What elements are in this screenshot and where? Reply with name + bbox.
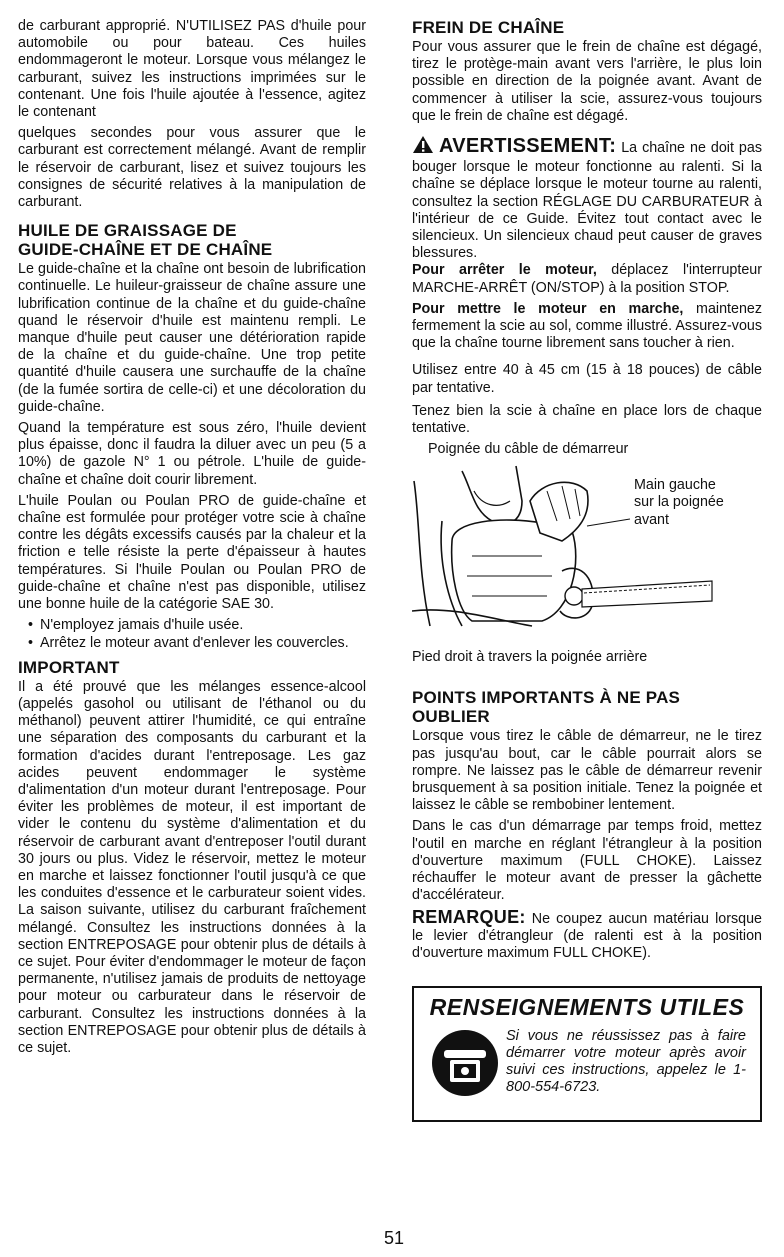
- telephone-icon: [430, 1028, 500, 1103]
- right-column: [412, 18, 762, 1122]
- list-item: • N'employez jamais d'huile usée.: [30, 617, 366, 634]
- warning-text: La chaîne ne doit pas bouger lorsque le moteur fonctionne au ralenti. Si la chaîne se déplace lorsque le moteur tourne au ralenti, consultez la section RÉGLAGE DU CARBURATEUR à l'intérieur de ce Guide. Évitez tout contact avec le silencieux. Un silencieux chaud peut causer de graves blessures.: [412, 140, 762, 262]
- remarque-title: REMARQUE:: [412, 906, 526, 927]
- oil-paragraph-1: Le guide-chaîne et la chaîne ont besoin de lubrification continuelle. Le huileur-graisseur de chaîne assure une lubrification continue de la chaîne et du guide-chaîne quand le réservoir d'huile est maintenu rempli. Le manque d'huile peut causer une détérioration rapide de la chaîne et du guide-chaîne. Une trop petite quantité d'huile causera une surchauffe de la chaîne (de la fumée sortira de celle-ci) et une décoloration du guide-chaîne.: [18, 261, 366, 415]
- warning-title: AVERTISSEMENT:: [439, 135, 617, 158]
- points-paragraph-2: Dans le cas d'un démarrage par temps froid, mettez l'outil en marche en réglant l'étrangleur à la position d'ouverture maximum (FULL CHOKE). Laissez réchauffer le moteur avant de presser la gâchette d'accélérateur.: [412, 818, 762, 904]
- chain-brake-paragraph: Pour vous assurer que le frein de chaîne est dégagé, tirez le protège-main avant vers l'arrière, le plus loin possible en direction de la poignée avant. Avant de commencer à utiliser la scie, assurez-vous toujours que le frein de chaîne est dégagé.: [412, 39, 762, 124]
- fuel-paragraph: de carburant approprié. N'UTILISEZ PAS d'huile pour automobile ou pour bateau. Ces huiles endommageront le moteur. Lorsque vous mélangez le carburant, suivez les instructions imprimées sur le contenant. Une fois l'huile ajoutée à l'essence, agitez le contenant: [18, 18, 366, 121]
- important-paragraph: Il a été prouvé que les mélanges essence-alcool (appelés gasohol ou utilisant de l'éthanol ou du méthanol) peuvent attirer l'humidité, ce qui entraîne une séparation des composants du carburant et la formation d'acides durant l'entreposage. Les gaz acides peuvent endommager le système d'alimentation d'un moteur durant l'entreposage. Pour éviter les problèmes de moteur, il est important de vider le contenu du système d'alimentation et du réservoir de carburant avant d'entreposer l'outil durant 30 jours ou plus. Videz le réservoir, mettez le moteur en marche et laissez fonctionner l'outil jusqu'à ce que les conduites d'essence et le carburateur soient vides. La saison suivante, utilisez du carburant fraîchement mélangé. Consultez les instructions données à la section ENTREPOSAGE pour obtenir plus de détails à ce sujet. Pour éviter d'endommager le moteur de façon permanente, n'utilisez jamais de produits de nettoyage pour moteur ou carburateur dans le réservoir de carburant. Consultez les instructions données à la section ENTREPOSAGE pour obtenir plus de détails à ce sujet.: [18, 678, 366, 1056]
- help-text: Si vous ne réussissez pas à faire démarrer votre moteur après avoir suivi ces instructions, appelez le 1-800-554-6723.: [506, 1028, 746, 1096]
- starting-position-figure: [412, 441, 762, 647]
- important-heading: IMPORTANT: [18, 657, 120, 677]
- stop-engine-paragraph: Pour arrêter le moteur, déplacez l'interrupteur MARCHE-ARRÊT (ON/STOP) à la position STOP.: [412, 262, 762, 296]
- remarque-paragraph: REMARQUE: Ne coupez aucun matériau lorsque le levier d'étrangleur (de ralenti est à la position d'ouverture maximum FULL CHOKE).: [412, 906, 762, 961]
- oil-heading: HUILE DE GRAISSAGE DE GUIDE-CHAÎNE ET DE CHAÎNE: [18, 221, 273, 260]
- pull-length-paragraph: Utilisez entre 40 à 45 cm (15 à 18 pouces) de câble par tentative.: [412, 362, 762, 396]
- help-box: [412, 986, 762, 1122]
- chain-brake-heading: FREIN DE CHAÎNE: [412, 18, 565, 37]
- hold-saw-paragraph: Tenez bien la scie à chaîne en place lors de chaque tentative.: [412, 402, 762, 437]
- points-paragraph-1: Lorsque vous tirez le câble de démarreur, ne le tirez pas jusqu'au bout, car le câble pourrait alors se rompre. Ne laissez pas le câble de démarreur revenir brusquement à sa position initiale. Tenez la poignée et laissez le câble se rembobiner lentement.: [412, 728, 762, 814]
- warning-block: [412, 135, 762, 262]
- oil-paragraph-3: L'huile Poulan ou Poulan PRO de guide-chaîne et chaîne est formulée pour protéger votre scie à chaîne contre les dégâts excessifs causés par la chaleur et la friction e telle résiste la perte d'épaisseur à hautes températures. Si l'huile Poulan ou Poulan PRO de guide-chaîne et chaîne n'est pas disponible, utilisez une bonne huile de la catégorie SAE 30.: [18, 492, 366, 613]
- left-hand-label: Main gauche sur la poignée avant: [634, 477, 724, 528]
- warning-triangle-icon: [412, 135, 434, 159]
- fuel-paragraph-2: quelques secondes pour vous assurer que le carburant est correctement mélangé. Avant de remplir le réservoir de carburant, lisez et suivez toujours les consignes de sécurité relatives à la manipulation de carburant.: [18, 125, 366, 211]
- start-engine-paragraph: Pour mettre le moteur en marche, maintenez fermement la scie au sol, comme illustré. Assurez-vous que la chaîne tourne librement sans toucher à rien.: [412, 300, 762, 352]
- oil-bullet-list: [18, 617, 366, 651]
- left-column: [18, 18, 366, 1061]
- important-points-heading: POINTS IMPORTANTS À NE PAS OUBLIER: [412, 688, 681, 727]
- oil-paragraph-2: Quand la température est sous zéro, l'huile devient plus épaisse, donc il faudra la diluer avec un peu (5 a 10%) de gazole N° 1 ou pétrole. L'huile de guide-chaîne et chaîne doit courir librement.: [18, 420, 366, 488]
- help-title: RENSEIGNEMENTS UTILES: [429, 994, 745, 1021]
- page-number: 51: [384, 1228, 405, 1248]
- starter-handle-label: Poignée du câble de démarreur: [428, 441, 629, 458]
- list-item: • Arrêtez le moteur avant d'enlever les couvercles.: [30, 635, 366, 652]
- right-foot-caption: Pied droit à travers la poignée arrière: [412, 649, 648, 666]
